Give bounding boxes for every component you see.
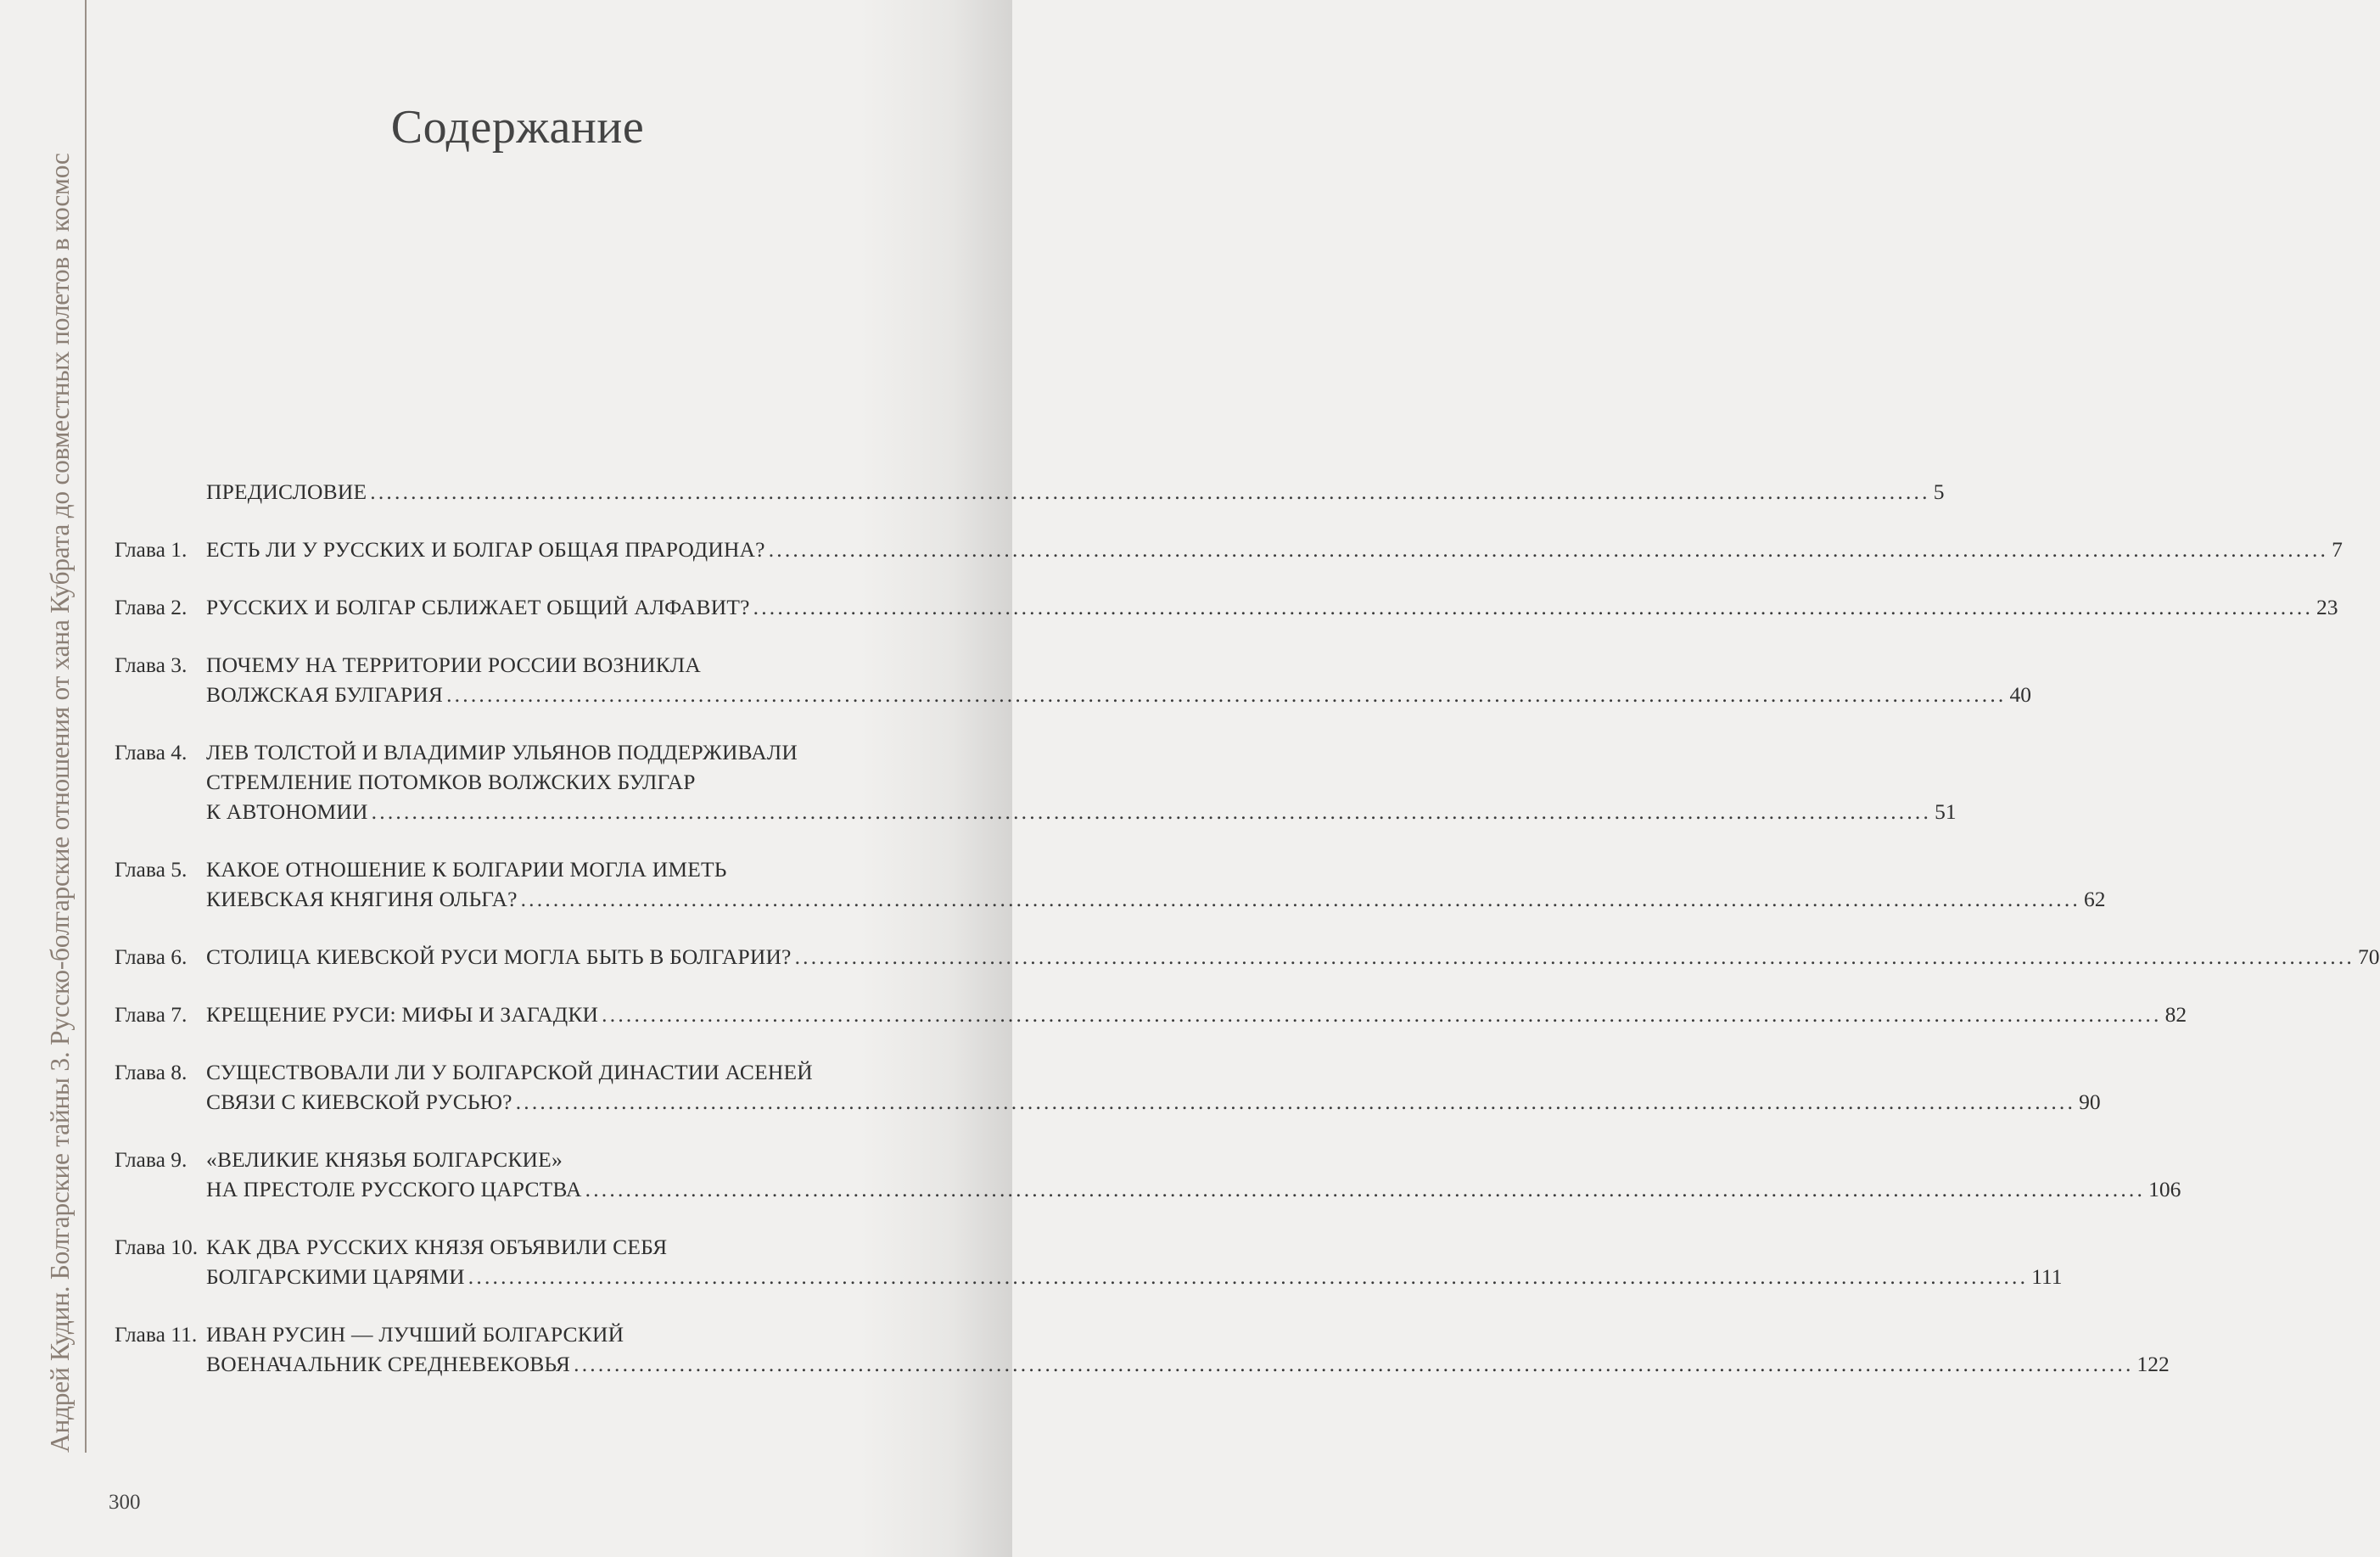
dot-leader bbox=[602, 1000, 2161, 1029]
page-title: Содержание bbox=[390, 101, 645, 154]
entry-title-line bbox=[206, 1319, 2170, 1349]
entry-title bbox=[206, 1232, 2063, 1291]
entry-title-text: НА ПРЕСТОЛЕ РУССКОГО ЦАРСТВА bbox=[206, 1177, 582, 1201]
chapter-label: Глава 1. bbox=[115, 537, 188, 562]
entry-page-number: 51 bbox=[1935, 799, 1957, 824]
page-number: 300 bbox=[109, 1491, 141, 1514]
entry-title bbox=[206, 535, 2343, 564]
entry-title bbox=[206, 854, 2106, 914]
chapter-label: Глава 4. bbox=[115, 740, 188, 764]
entry-page-number: 122 bbox=[2136, 1352, 2170, 1376]
entry-title bbox=[206, 650, 2031, 709]
entry-title-line bbox=[206, 737, 1957, 767]
toc-entry[interactable] bbox=[115, 477, 1945, 507]
entry-title-line bbox=[206, 535, 2343, 564]
toc-entry[interactable] bbox=[115, 592, 2338, 622]
entry-title bbox=[206, 1000, 2187, 1029]
entry-page-number: 7 bbox=[2332, 537, 2343, 562]
entry-title bbox=[206, 477, 1944, 507]
entry-title-text: ПОЧЕМУ НА ТЕРРИТОРИИ РОССИИ ВОЗНИКЛА bbox=[206, 652, 702, 677]
entry-title-line bbox=[206, 1000, 2187, 1029]
chapter-label: Глава 3. bbox=[115, 652, 188, 677]
chapter-label bbox=[115, 477, 206, 507]
entry-title bbox=[206, 942, 2380, 972]
entry-title-text: ВОЕНАЧАЛЬНИК СРЕДНЕВЕКОВЬЯ bbox=[206, 1352, 571, 1376]
toc-entry[interactable] bbox=[115, 1319, 2170, 1379]
entry-title-line bbox=[206, 1057, 2101, 1087]
entry-title bbox=[206, 737, 1957, 826]
entry-title-text: СТРЕМЛЕНИЕ ПОТОМКОВ ВОЛЖСКИХ БУЛГАР bbox=[206, 770, 696, 794]
entry-title-line bbox=[206, 942, 2380, 972]
entry-title-line bbox=[206, 1262, 2063, 1291]
entry-title-line bbox=[206, 854, 2106, 884]
chapter-label: Глава 10. bbox=[115, 1235, 199, 1259]
dot-leader bbox=[468, 1262, 2028, 1291]
entry-title bbox=[206, 1145, 2181, 1204]
toc-entry[interactable] bbox=[115, 535, 2343, 564]
entry-title-text: ПРЕДИСЛОВИЕ bbox=[206, 479, 367, 504]
chapter-label: Глава 2. bbox=[115, 595, 188, 619]
entry-title-text: КАК ДВА РУССКИХ КНЯЗЯ ОБЪЯВИЛИ СЕБЯ bbox=[206, 1235, 668, 1259]
toc-entry[interactable] bbox=[115, 1057, 2101, 1117]
entry-title-text: СВЯЗИ С КИЕВСКОЙ РУСЬЮ? bbox=[206, 1089, 512, 1114]
entry-page-number: 5 bbox=[1933, 479, 1945, 504]
dot-leader bbox=[446, 680, 2006, 709]
entry-title-line bbox=[206, 884, 2106, 914]
running-head-vertical: Андрей Кудин. Болгарские тайны 3. Русско-болгарские отношения от хана Кубрата до совместных полетов в космос bbox=[45, 153, 75, 1453]
entry-title bbox=[206, 592, 2338, 622]
entry-page-number: 106 bbox=[2148, 1177, 2181, 1201]
table-of-contents bbox=[115, 477, 2380, 1379]
dot-leader bbox=[574, 1349, 2133, 1379]
dot-leader bbox=[795, 942, 2355, 972]
toc-entry[interactable] bbox=[115, 737, 1957, 826]
entry-page-number: 40 bbox=[2009, 682, 2031, 707]
dot-leader bbox=[769, 535, 2328, 564]
entry-title-text: БОЛГАРСКИМИ ЦАРЯМИ bbox=[206, 1264, 465, 1289]
entry-title bbox=[206, 1319, 2170, 1379]
entry-title-line bbox=[206, 797, 1957, 826]
entry-title-line bbox=[206, 1087, 2101, 1117]
entry-title-line bbox=[206, 592, 2338, 622]
entry-title-line bbox=[206, 1145, 2181, 1174]
entry-title-text: СТОЛИЦА КИЕВСКОЙ РУСИ МОГЛА БЫТЬ В БОЛГАРИИ? bbox=[206, 944, 792, 969]
entry-page-number: 62 bbox=[2084, 887, 2106, 911]
entry-title-text: РУССКИХ И БОЛГАР СБЛИЖАЕТ ОБЩИЙ АЛФАВИТ? bbox=[206, 595, 750, 619]
dot-leader bbox=[753, 592, 2313, 622]
toc-entry[interactable] bbox=[115, 650, 2031, 709]
entry-title-line bbox=[206, 1174, 2181, 1204]
entry-title-line bbox=[206, 1349, 2170, 1379]
entry-title-line bbox=[206, 650, 2031, 680]
entry-page-number: 23 bbox=[2316, 595, 2338, 619]
dot-leader bbox=[521, 884, 2080, 914]
dot-leader bbox=[516, 1087, 2075, 1117]
dot-leader bbox=[370, 477, 1929, 507]
entry-title-text: ЛЕВ ТОЛСТОЙ И ВЛАДИМИР УЛЬЯНОВ ПОДДЕРЖИВАЛИ bbox=[206, 740, 798, 764]
chapter-label: Глава 6. bbox=[115, 944, 188, 969]
entry-title-text: К АВТОНОМИИ bbox=[206, 799, 368, 824]
entry-page-number: 111 bbox=[2031, 1264, 2063, 1289]
toc-entry[interactable] bbox=[115, 942, 2380, 972]
dot-leader bbox=[372, 797, 1931, 826]
entry-title-text: ВОЛЖСКАЯ БУЛГАРИЯ bbox=[206, 682, 444, 707]
chapter-label: Глава 9. bbox=[115, 1147, 188, 1172]
chapter-label: Глава 8. bbox=[115, 1060, 188, 1084]
entry-title-text: КИЕВСКАЯ КНЯГИНЯ ОЛЬГА? bbox=[206, 887, 518, 911]
entry-title-line bbox=[206, 767, 1957, 797]
entry-title-text: «ВЕЛИКИЕ КНЯЗЬЯ БОЛГАРСКИЕ» bbox=[206, 1147, 563, 1172]
spine-rule bbox=[85, 0, 87, 1453]
entry-title-text: КРЕЩЕНИЕ РУСИ: МИФЫ И ЗАГАДКИ bbox=[206, 1002, 599, 1027]
entry-page-number: 90 bbox=[2079, 1089, 2101, 1114]
toc-entry[interactable] bbox=[115, 854, 2106, 914]
entry-title-text: КАКОЕ ОТНОШЕНИЕ К БОЛГАРИИ МОГЛА ИМЕТЬ bbox=[206, 857, 727, 882]
toc-entry[interactable] bbox=[115, 1000, 2187, 1029]
entry-title-line bbox=[206, 1232, 2063, 1262]
chapter-label: Глава 7. bbox=[115, 1002, 188, 1027]
chapter-label: Глава 5. bbox=[115, 857, 188, 882]
toc-entry[interactable] bbox=[115, 1232, 2063, 1291]
entry-title-text: ЕСТЬ ЛИ У РУССКИХ И БОЛГАР ОБЩАЯ ПРАРОДИНА? bbox=[206, 537, 765, 562]
entry-title-text: СУЩЕСТВОВАЛИ ЛИ У БОЛГАРСКОЙ ДИНАСТИИ АСЕНЕЙ bbox=[206, 1060, 813, 1084]
toc-entry[interactable] bbox=[115, 1145, 2181, 1204]
entry-title bbox=[206, 1057, 2101, 1117]
entry-page-number: 70 bbox=[2358, 944, 2380, 969]
entry-page-number: 82 bbox=[2164, 1002, 2187, 1027]
entry-title-line bbox=[206, 680, 2031, 709]
chapter-label: Глава 11. bbox=[115, 1322, 198, 1347]
entry-title-text: ИВАН РУСИН — ЛУЧШИЙ БОЛГАРСКИЙ bbox=[206, 1322, 624, 1347]
entry-title-line bbox=[206, 477, 1944, 507]
dot-leader bbox=[585, 1174, 2145, 1204]
